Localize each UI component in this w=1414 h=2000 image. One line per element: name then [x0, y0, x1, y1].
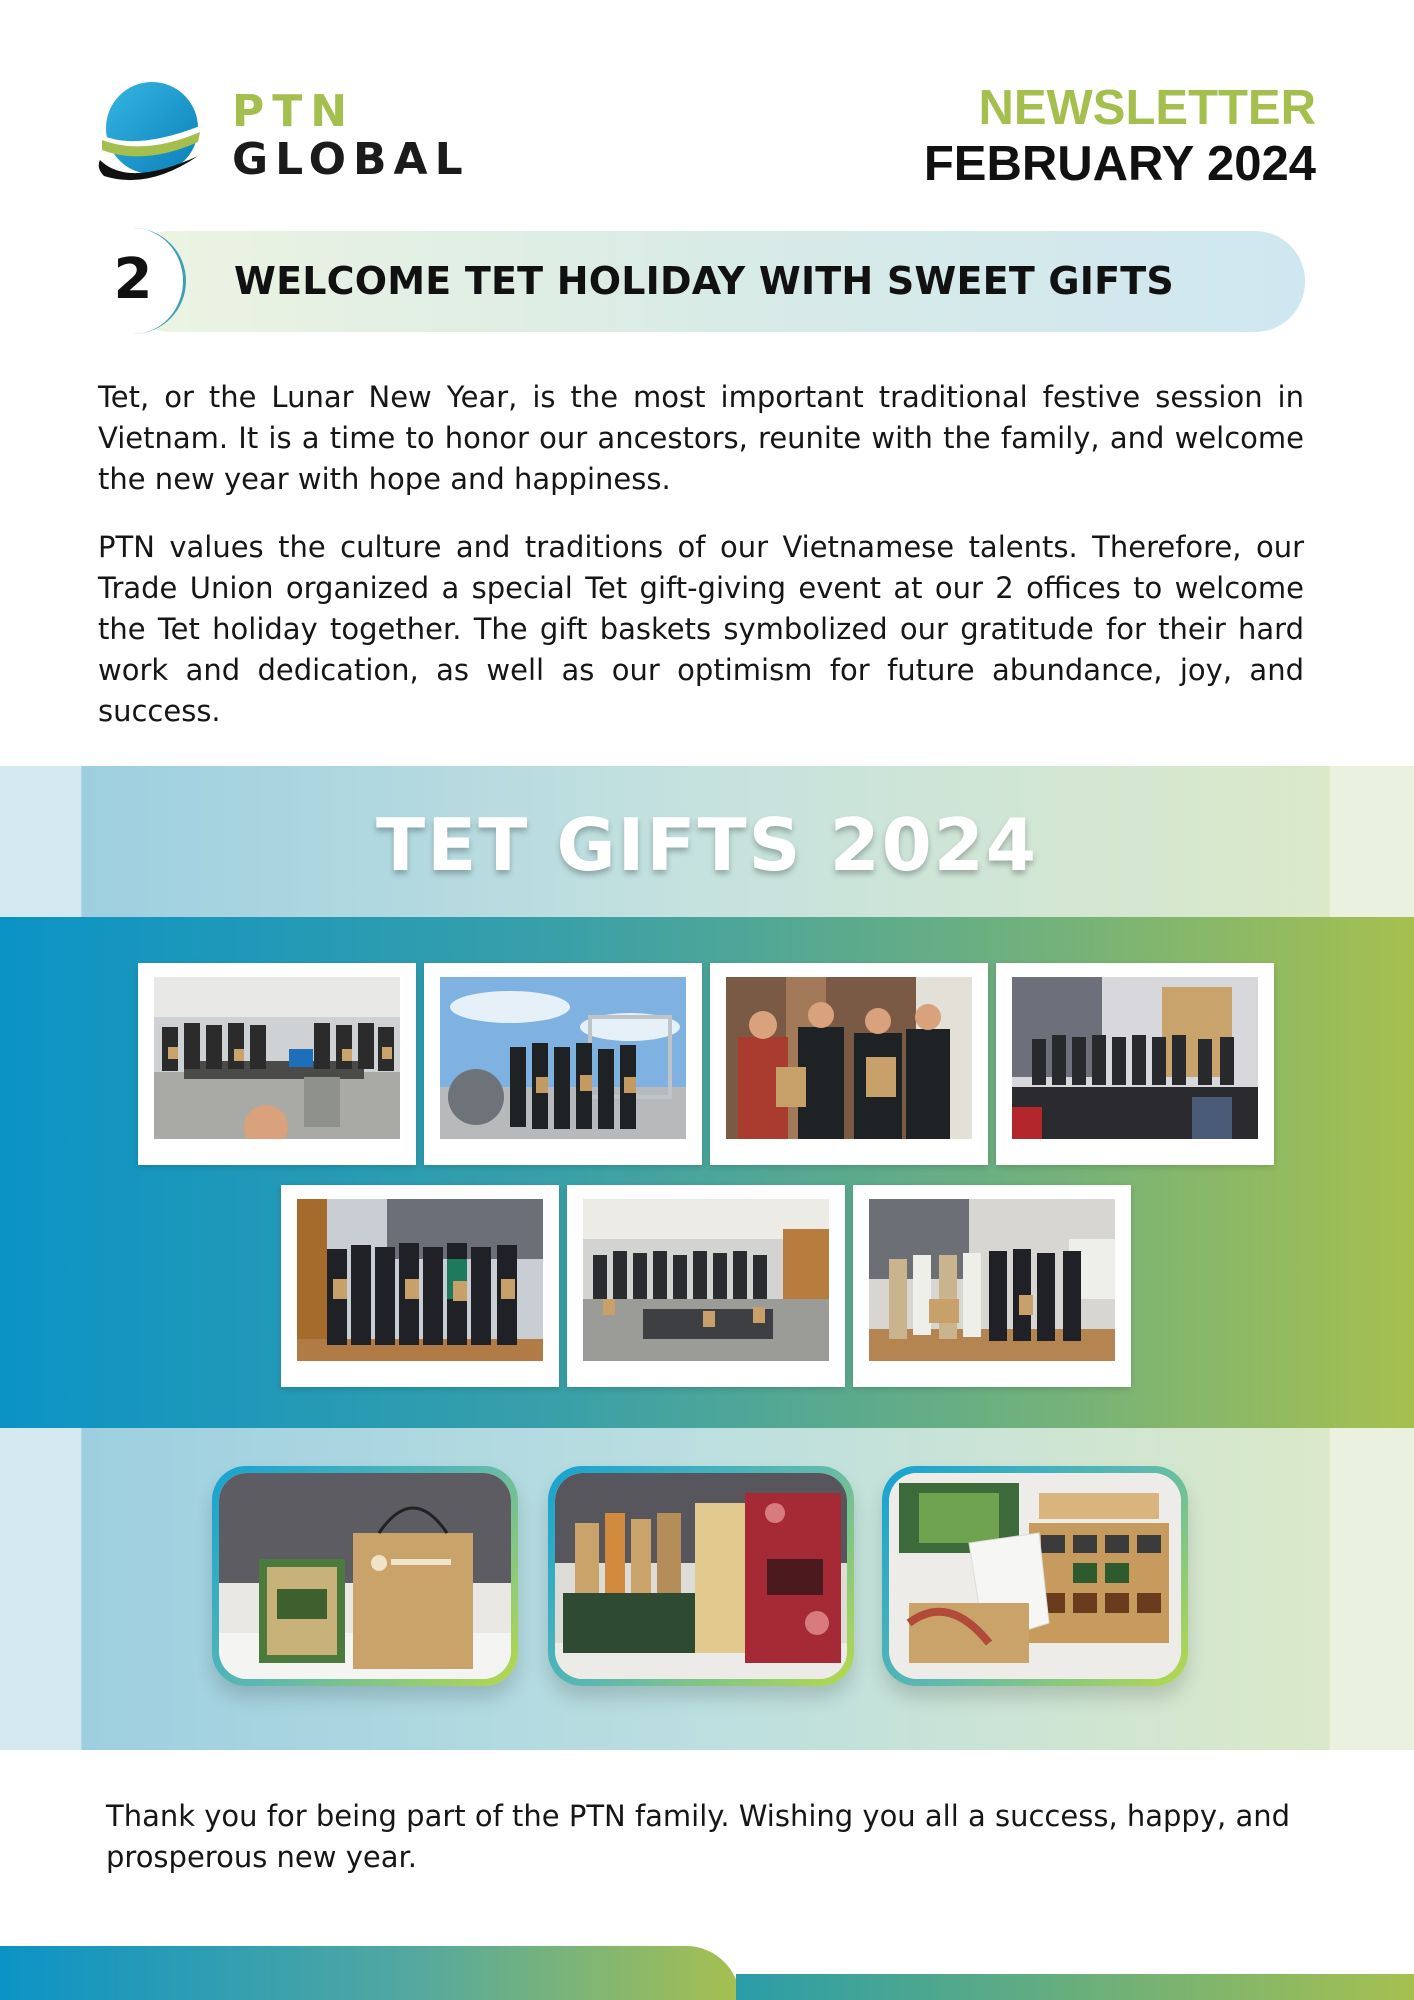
logo-ptn-text: PTN — [232, 86, 356, 137]
gallery-photo-7 — [853, 1185, 1131, 1387]
ptn-global-logo — [98, 78, 470, 198]
footer-bar-left — [0, 1946, 740, 2000]
intro-paragraph: Tet, or the Lunar New Year, is the most important traditional festive session in Vietnam. It is a time to honor our ancestors, reunite with the family, and welcome the new year with hope and happiness. — [98, 380, 1304, 496]
product-photo-3 — [882, 1466, 1188, 1686]
gallery-photo-3 — [710, 963, 988, 1165]
gallery-photo-5 — [281, 1185, 559, 1387]
gallery-photo-2 — [424, 963, 702, 1165]
footer-bar-right — [736, 1974, 1414, 2000]
product-photo-1 — [212, 1466, 518, 1686]
gallery-photo-1 — [138, 963, 416, 1165]
newsletter-date: FEBRUARY 2024 — [923, 137, 1316, 191]
section-title: WELCOME TET HOLIDAY WITH SWEET GIFTS — [234, 259, 1174, 303]
gifts-title: TET GIFTS 2024 — [376, 803, 1038, 887]
gift-event-paragraph: PTN values the culture and traditions of our Vietnamese talents. Therefore, our Trade Union organized a special Tet gift-giving event at our 2 offices to welcome the Tet holiday together. The gift baskets symbolized our gratitude for their hard work and dedication, as well as our optimism for future abundance, joy, and success. — [98, 530, 1304, 728]
section-number: 2 — [113, 247, 153, 312]
closing-message: Thank you for being part of the PTN family. Wishing you all a success, happy, and prosperous new year. — [106, 1799, 1291, 1874]
gallery-photo-6 — [567, 1185, 845, 1387]
globe-logo-icon — [98, 78, 202, 190]
newsletter-heading — [924, 80, 1316, 192]
logo-global-text: GLOBAL — [232, 134, 470, 185]
product-photo-2 — [548, 1466, 854, 1686]
gallery-photo-4 — [996, 963, 1274, 1165]
newsletter-label: NEWSLETTER — [978, 81, 1316, 135]
